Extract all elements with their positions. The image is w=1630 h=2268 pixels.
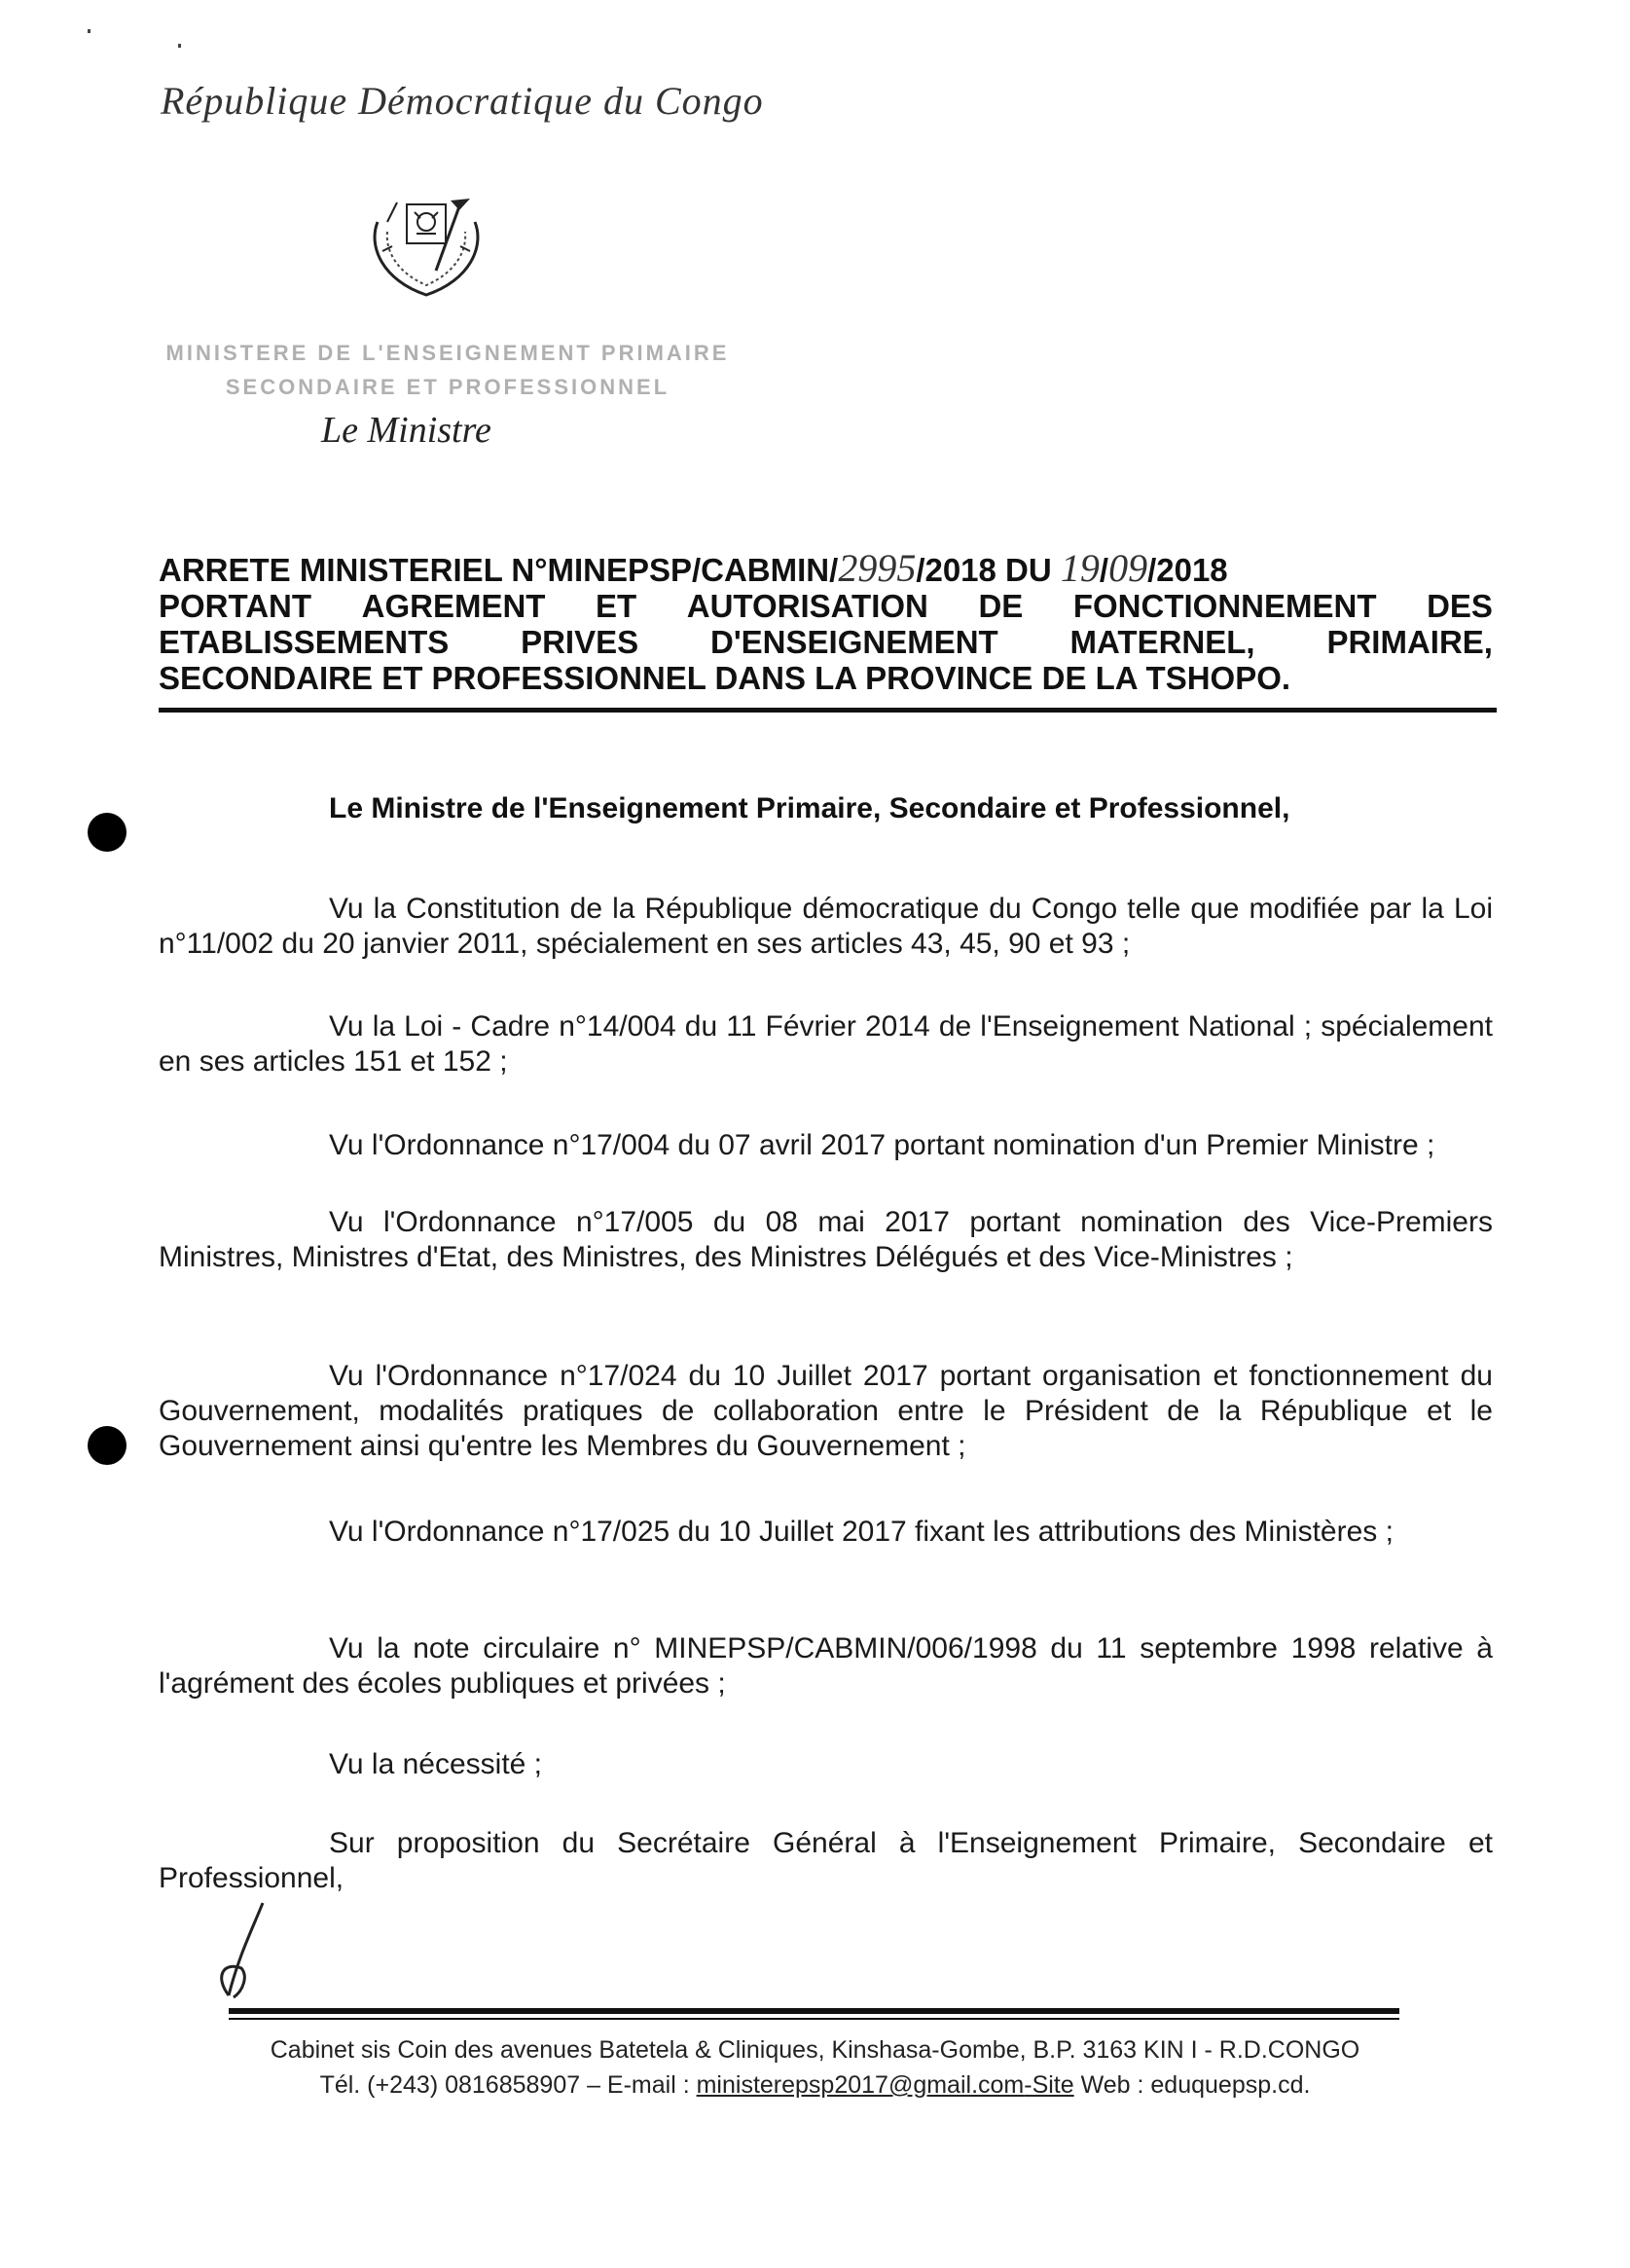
title-word: AUTORISATION xyxy=(686,588,928,624)
decree-number: 2995 xyxy=(838,546,917,590)
consideration-paragraph: Vu l'Ordonnance n°17/004 du 07 avril 2017 portant nomination d'un Premier Ministre ; xyxy=(329,1129,1435,1161)
scan-speck xyxy=(178,44,181,48)
title-word: D'ENSEIGNEMENT xyxy=(709,624,998,660)
handwritten-initial xyxy=(204,1898,292,2005)
scan-speck xyxy=(88,29,91,33)
title-line-1: ARRETE MINISTERIEL N°MINEPSP/CABMIN/2995/2018 DU 19/09/2018 xyxy=(159,546,1228,590)
title-line-4: SECONDAIRE ET PROFESSIONNEL DANS LA PROVINCE DE LA TSHOPO. xyxy=(159,660,1291,696)
title-word: ETABLISSEMENTS xyxy=(159,624,450,660)
consideration-paragraph: Vu l'Ordonnance n°17/005 du 08 mai 2017 portant nomination des Vice-Premiers Ministres, Ministres d'Etat, des Ministres, des Ministres Délégués et des Vice-Ministres ; xyxy=(159,1206,1493,1273)
consideration-paragraph: Sur proposition du Secrétaire Général à l'Enseignement Primaire, Secondaire et Professionnel, xyxy=(159,1827,1493,1894)
consideration-paragraph: Vu la Constitution de la République démocratique du Congo telle que modifiée par la Loi n°11/002 du 20 janvier 2011, spécialement en ses articles 43, 45, 90 et 93 ; xyxy=(159,893,1493,960)
ministry-stamp-line2: SECONDAIRE ET PROFESSIONNEL xyxy=(225,375,670,399)
decree-day: 19 xyxy=(1060,546,1100,590)
footer-address: Cabinet sis Coin des avenues Batetela & Cliniques, Kinshasa-Gombe, B.P. 3163 KIN I - R.D.CONGO xyxy=(270,2036,1360,2064)
title-word: FONCTIONNEMENT xyxy=(1072,588,1377,624)
title-word: DES xyxy=(1427,588,1493,624)
title-line-2 xyxy=(159,588,1493,624)
title-word: PRIMAIRE, xyxy=(1326,624,1493,660)
consideration-paragraph: Vu l'Ordonnance n°17/024 du 10 Juillet 2017 portant organisation et fonctionnement du Gouvernement, modalités pratiques de collaboration entre le Président de la République et le Gouvernement ainsi qu'entre les Membres du Gouvernement ; xyxy=(159,1360,1493,1462)
title-year: /2018 xyxy=(1147,552,1228,588)
footer-rule xyxy=(229,2018,1399,2020)
footer-site-label: -Site xyxy=(1024,2071,1074,2099)
consideration-paragraph: Vu la note circulaire n° MINEPSP/CABMIN/006/1998 du 11 septembre 1998 relative à l'agrément des écoles publiques et privées ; xyxy=(159,1632,1493,1700)
minister-heading: Le Ministre de l'Enseignement Primaire, Secondaire et Professionnel, xyxy=(329,792,1290,824)
title-word: PRIVES xyxy=(521,624,639,660)
title-word: AGREMENT xyxy=(361,588,546,624)
title-word: DE xyxy=(978,588,1024,624)
coat-of-arms-emblem xyxy=(358,193,494,302)
footer-website: Web : eduquepsp.cd. xyxy=(1073,2071,1311,2099)
footer-rule xyxy=(229,2008,1399,2014)
footer-contact xyxy=(195,2071,1435,2100)
consideration-paragraph: Vu l'Ordonnance n°17/025 du 10 Juillet 2017 fixant les attributions des Ministères ; xyxy=(329,1516,1394,1548)
title-prefix: ARRETE MINISTERIEL N°MINEPSP/CABMIN/ xyxy=(159,552,839,588)
punch-hole xyxy=(88,1426,127,1465)
title-mid: /2018 DU xyxy=(916,552,1052,588)
consideration-paragraph: Vu la nécessité ; xyxy=(329,1748,543,1780)
title-word: MATERNEL, xyxy=(1069,624,1255,660)
punch-hole xyxy=(88,813,127,852)
minister-signature-title: Le Ministre xyxy=(321,410,491,451)
ministry-stamp-line1: MINISTERE DE L'ENSEIGNEMENT PRIMAIRE xyxy=(165,341,730,365)
footer-email-link[interactable]: ministerepsp2017@gmail.com xyxy=(696,2071,1025,2099)
title-word: ET xyxy=(596,588,637,624)
title-line-3 xyxy=(159,624,1493,660)
footer-phone: Tél. (+243) 0816858907 – E-mail : xyxy=(319,2071,697,2099)
title-word: PORTANT xyxy=(159,588,312,624)
decree-month: 09 xyxy=(1108,546,1148,590)
title-underline xyxy=(159,708,1497,713)
consideration-paragraph: Vu la Loi - Cadre n°14/004 du 11 Février 2014 de l'Enseignement National ; spécialement en ses articles 151 et 152 ; xyxy=(159,1010,1493,1078)
decree-title xyxy=(159,546,1493,696)
republic-heading: République Démocratique du Congo xyxy=(161,79,764,123)
